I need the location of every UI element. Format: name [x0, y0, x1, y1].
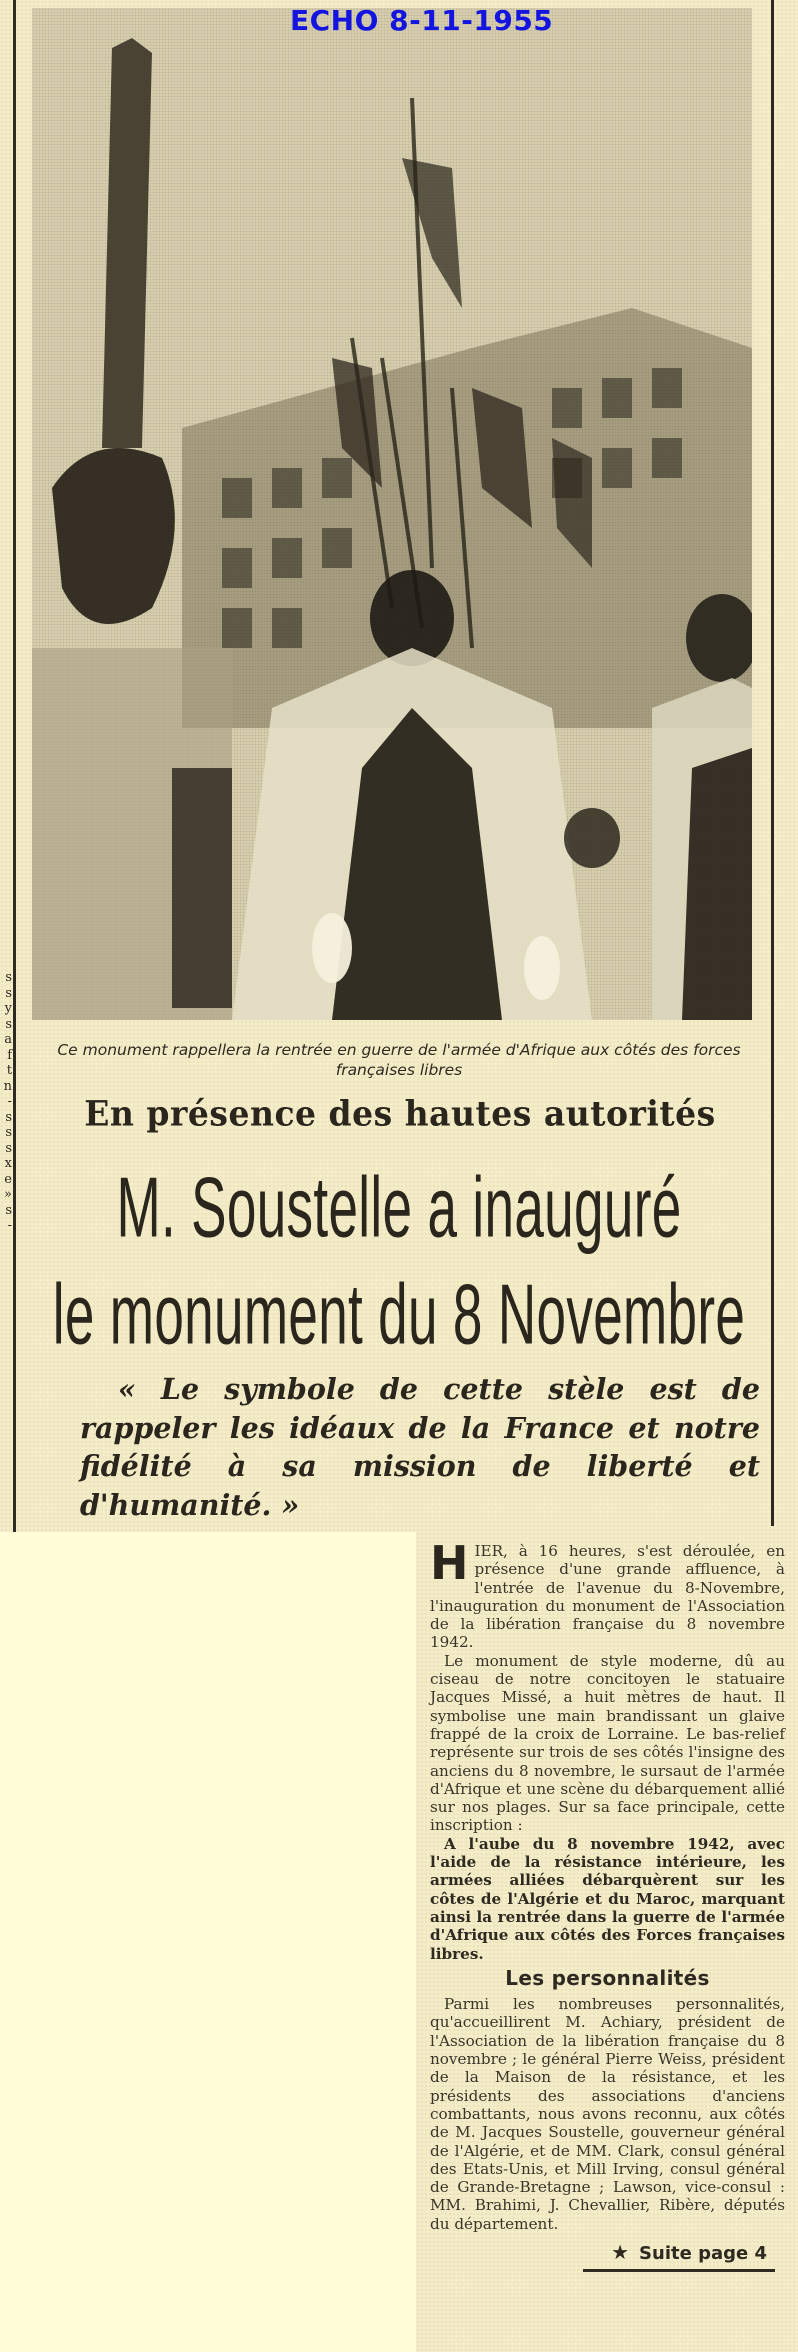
date-watermark: ECHO 8-11-1955 — [290, 4, 554, 37]
photo-caption: Ce monument rappellera la rentrée en guerre de l'armée d'Afrique aux côtés des forces françaises libres — [57, 1041, 741, 1079]
adjacent-column-fragments: s s y s a f t n - s s s x e » s - — [3, 970, 12, 1233]
headline-line-1: M. Soustelle a inauguré — [116, 1158, 682, 1256]
drop-cap: H — [430, 1536, 469, 1590]
continued-underline — [583, 2269, 775, 2272]
monument-inauguration-photo — [32, 8, 752, 1020]
headline-kicker: En présence des hautes autorités — [84, 1093, 716, 1134]
paragraph-personalities: Parmi les nombreuses personnalités, qu'accueillirent M. Achiary, président de l'Association de la libération française du 8 novembre ; le général Pierre Weiss, président de la Maison de la résistance, et les présidents des associations d'anciens combattants, nous avons reconnu, aux côtés de M. Jacques Soustelle, gouverneur général de l'Algérie, et de MM. Clark, consul général des Etats-Unis, et Mill Irving, consul général de Grande-Bretagne ; Lawson, vice-consul : MM. Brahimi, J. Chevallier, Ribère, députés du département. — [430, 1995, 785, 2233]
column-rule-left — [13, 0, 16, 1532]
headline-line-2: le monument du 8 Novembre — [52, 1265, 746, 1363]
photo-illustration — [32, 8, 752, 1020]
star-icon: ★ — [611, 2239, 630, 2264]
lead-paragraph: HIER, à 16 heures, s'est déroulée, en présence d'une grande affluence, à l'entrée de l'avenue du 8-Novembre, l'inauguration du monument de l'Association de la libération française du 8 novembre 1942. — [430, 1536, 785, 1652]
inscription-text: A l'aube du 8 novembre 1942, avec l'aide de la résistance intérieure, les armées alliées débarquèrent sur les côtes de l'Algérie et du Maroc, marquant ainsi la rentrée dans la guerre de l'armée d'Afrique aux côtés des Forces françaises libres. — [430, 1834, 785, 1963]
continued-on-page-link: ★ Suite page 4 — [611, 2239, 767, 2264]
paragraph-monument: Le monument de style moderne, dû au ciseau de notre concitoyen le statuaire Jacques Missé, a huit mètres de haut. Il symbolise une main brandissant un glaive frappé de la croix de Lorraine. Le bas-relief représente sur trois de ses côtés l'insigne des anciens du 8 novembre, le sursaut de l'armée d'Afrique et une scène du débarquement allié sur nos plages. Sur sa face principale, cette inscription : — [430, 1651, 785, 1835]
subhead-personalities: Les personnalités — [505, 1965, 710, 1990]
pull-quote: « Le symbole de cette stèle est de rappeler les idéaux de la France et notre fidélité à sa mission de liberté et d'humanité. » — [80, 1372, 760, 1522]
article-body — [430, 1536, 785, 2272]
